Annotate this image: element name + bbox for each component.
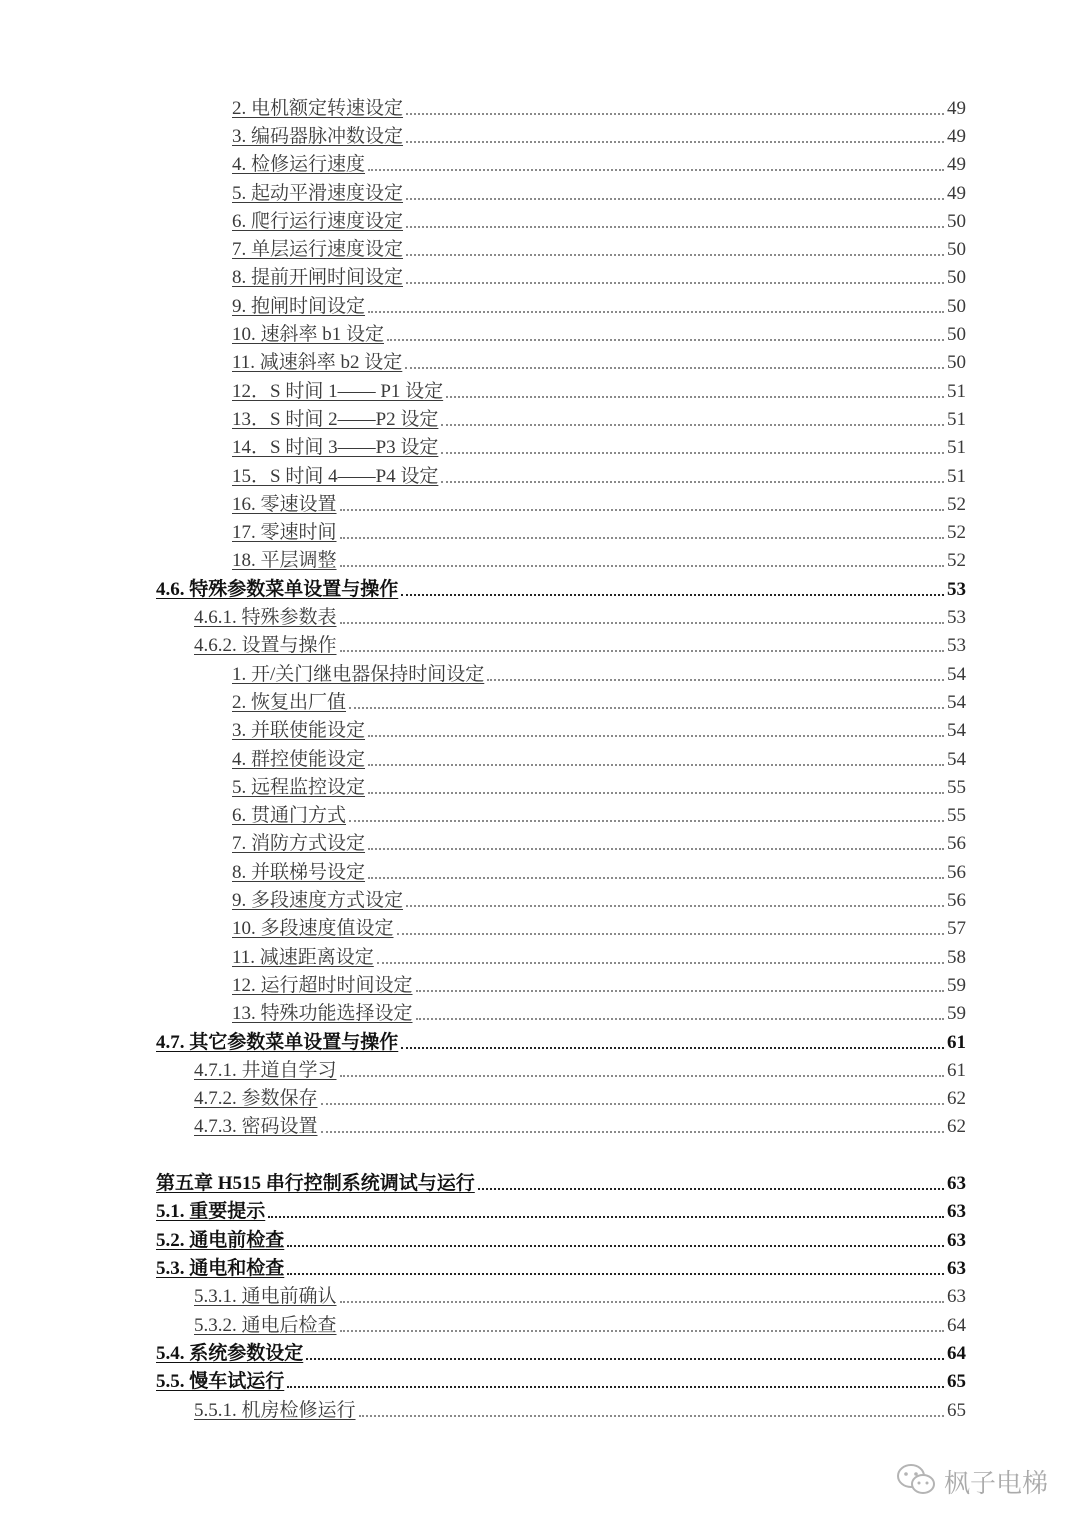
dot-leader <box>487 679 944 681</box>
toc-entry[interactable] <box>232 433 966 459</box>
dot-leader <box>406 282 944 284</box>
dot-leader <box>368 848 944 850</box>
toc-page-number: 57 <box>947 918 966 939</box>
dot-leader <box>441 481 944 483</box>
toc-entry[interactable] <box>232 94 966 120</box>
dot-leader <box>349 707 944 709</box>
toc-entry[interactable] <box>232 914 966 940</box>
toc-entry[interactable] <box>156 575 966 601</box>
toc-entry-title[interactable]: 5.3.1. 通电前确认 <box>194 1286 337 1307</box>
toc-entry[interactable] <box>232 292 966 318</box>
toc-page-number: 54 <box>947 720 966 741</box>
toc-page-number: 50 <box>947 239 966 260</box>
toc-entry-title[interactable]: 7. 消防方式设定 <box>232 833 366 854</box>
toc-entry[interactable] <box>232 490 966 516</box>
toc-entry-title[interactable]: 14．S 时间 3——P3 设定 <box>232 437 439 458</box>
toc-entry-title[interactable]: 8. 提前开闸时间设定 <box>232 267 404 288</box>
toc-entry-title[interactable]: 9. 多段速度方式设定 <box>232 890 404 911</box>
dot-leader <box>368 764 944 766</box>
toc-entry[interactable] <box>232 829 966 855</box>
toc-entry-title[interactable]: 3. 编码器脉冲数设定 <box>232 126 404 147</box>
dot-leader <box>368 169 944 171</box>
toc-entry-title[interactable]: 第五章 H515 串行控制系统调试与运行 <box>156 1173 475 1194</box>
toc-page-number: 58 <box>947 947 966 968</box>
dot-leader <box>406 113 944 115</box>
toc-page-number: 49 <box>947 126 966 147</box>
toc-entry-title[interactable]: 1. 开/关门继电器保持时间设定 <box>232 664 485 685</box>
toc-entry-title[interactable]: 2. 电机额定转速设定 <box>232 98 404 119</box>
toc-entry[interactable] <box>194 1396 966 1422</box>
toc-page-number: 51 <box>947 437 966 458</box>
toc-page-number: 51 <box>947 409 966 430</box>
watermark-text: 枫子电梯 <box>944 1469 1049 1499</box>
dot-leader <box>478 1188 944 1190</box>
toc-page-number: 59 <box>947 975 966 996</box>
toc-entry[interactable] <box>156 1169 966 1195</box>
toc-entry-title[interactable]: 5.1. 重要提示 <box>156 1201 266 1222</box>
dot-leader <box>416 1018 944 1020</box>
dot-leader <box>401 594 944 596</box>
toc-entry[interactable] <box>232 377 966 403</box>
toc-page-number: 63 <box>947 1230 966 1251</box>
toc-page-number: 59 <box>947 1003 966 1024</box>
toc-page-number: 61 <box>947 1032 966 1053</box>
toc-entry-title[interactable]: 5. 起动平滑速度设定 <box>232 183 404 204</box>
toc-entry[interactable] <box>232 518 966 544</box>
dot-leader <box>397 933 944 935</box>
dot-leader <box>321 1131 944 1133</box>
toc-entry[interactable] <box>232 999 966 1025</box>
toc-entry-title[interactable]: 5.3. 通电和检查 <box>156 1258 285 1279</box>
watermark <box>896 1462 1048 1501</box>
dot-leader <box>406 905 944 907</box>
toc-page-number: 63 <box>947 1286 966 1307</box>
toc-page-number: 51 <box>947 466 966 487</box>
toc-page-number: 65 <box>947 1371 966 1392</box>
toc-page-number: 52 <box>947 550 966 571</box>
dot-leader <box>406 254 944 256</box>
toc-entry[interactable] <box>232 263 966 289</box>
toc-page-number: 61 <box>947 1060 966 1081</box>
toc-entry-title[interactable]: 5.2. 通电前检查 <box>156 1230 285 1251</box>
toc-entry-title[interactable]: 8. 并联梯号设定 <box>232 862 366 883</box>
toc-entry[interactable] <box>194 1084 966 1110</box>
toc-entry-title[interactable]: 3. 并联使能设定 <box>232 720 366 741</box>
toc-entry-title[interactable]: 13. 特殊功能选择设定 <box>232 1003 413 1024</box>
toc-page-number: 62 <box>947 1116 966 1137</box>
toc-entry[interactable] <box>194 1282 966 1308</box>
toc-entry-title[interactable]: 11. 减速斜率 b2 设定 <box>232 352 403 373</box>
toc-entry[interactable] <box>232 716 966 742</box>
toc-entry-title[interactable]: 4.6.2. 设置与操作 <box>194 635 337 656</box>
dot-leader <box>340 565 944 567</box>
toc-entry-title[interactable]: 15．S 时间 4——P4 设定 <box>232 466 439 487</box>
toc-entry[interactable] <box>232 207 966 233</box>
dot-leader <box>287 1245 944 1247</box>
dot-leader <box>340 622 944 624</box>
toc-entry[interactable] <box>232 405 966 431</box>
toc-page-number: 49 <box>947 154 966 175</box>
dot-leader <box>268 1216 944 1218</box>
toc-page-number: 50 <box>947 267 966 288</box>
toc-entry[interactable] <box>232 546 966 572</box>
dot-leader <box>406 226 944 228</box>
toc-page-number: 50 <box>947 296 966 317</box>
toc-page-number: 54 <box>947 664 966 685</box>
toc-entry-title[interactable]: 5.3.2. 通电后检查 <box>194 1315 337 1336</box>
dot-leader <box>340 537 944 539</box>
toc-page-number: 50 <box>947 352 966 373</box>
toc-entry[interactable] <box>232 348 966 374</box>
toc-entry-title[interactable]: 4.6.1. 特殊参数表 <box>194 607 337 628</box>
toc-page-number: 56 <box>947 833 966 854</box>
toc-page-number: 62 <box>947 1088 966 1109</box>
toc-entry[interactable] <box>232 858 966 884</box>
toc-entry-title[interactable]: 10. 速斜率 b1 设定 <box>232 324 385 345</box>
toc-page-number: 50 <box>947 211 966 232</box>
toc-entry[interactable] <box>232 943 966 969</box>
toc-entry-title[interactable]: 11. 减速距离设定 <box>232 947 374 968</box>
toc-entry-title[interactable]: 18. 平层调整 <box>232 550 337 571</box>
dot-leader <box>441 452 944 454</box>
dot-leader <box>406 141 944 143</box>
dot-leader <box>349 820 944 822</box>
toc-page-number: 53 <box>947 635 966 656</box>
toc-page-number: 52 <box>947 494 966 515</box>
toc-entry-title[interactable]: 5.4. 系统参数设定 <box>156 1343 304 1364</box>
dot-leader <box>368 792 944 794</box>
toc-entry-title[interactable]: 12. 运行超时时间设定 <box>232 975 413 996</box>
toc-entry[interactable] <box>156 1367 966 1393</box>
dot-leader <box>340 509 944 511</box>
dot-leader <box>340 1330 944 1332</box>
toc-page-number: 50 <box>947 324 966 345</box>
toc-entry-title[interactable]: 4.7. 其它参数菜单设置与操作 <box>156 1032 399 1053</box>
toc-entry-title[interactable]: 2. 恢复出厂值 <box>232 692 347 713</box>
toc-page-number: 65 <box>947 1400 966 1421</box>
toc-entry[interactable] <box>232 122 966 148</box>
toc-entry[interactable] <box>232 971 966 997</box>
toc-page-number: 63 <box>947 1258 966 1279</box>
toc-entry[interactable] <box>232 801 966 827</box>
toc-page-number: 54 <box>947 692 966 713</box>
dot-leader <box>340 1301 944 1303</box>
toc-entry-title[interactable]: 12．S 时间 1—— P1 设定 <box>232 381 444 402</box>
toc-entry-title[interactable]: 4.7.2. 参数保存 <box>194 1088 318 1109</box>
toc-entry[interactable] <box>156 1197 966 1223</box>
toc-entry[interactable] <box>194 1311 966 1337</box>
toc-page-number: 55 <box>947 805 966 826</box>
dot-leader <box>446 396 944 398</box>
toc-entry-title[interactable]: 4.6. 特殊参数菜单设置与操作 <box>156 579 399 600</box>
toc-page-number: 53 <box>947 607 966 628</box>
toc-page-number: 55 <box>947 777 966 798</box>
toc-entry[interactable] <box>232 886 966 912</box>
toc-entry[interactable] <box>156 1339 966 1365</box>
toc-entry-title[interactable]: 5. 远程监控设定 <box>232 777 366 798</box>
toc-entry[interactable] <box>232 235 966 261</box>
toc-entry[interactable] <box>194 1112 966 1138</box>
toc-entry-title[interactable]: 17. 零速时间 <box>232 522 337 543</box>
toc-page-number: 51 <box>947 381 966 402</box>
toc-page-number: 64 <box>947 1343 966 1364</box>
toc-entry-title[interactable]: 4. 检修运行速度 <box>232 154 366 175</box>
toc-page-number: 49 <box>947 98 966 119</box>
toc-entry-title[interactable]: 7. 单层运行速度设定 <box>232 239 404 260</box>
toc-entry-title[interactable]: 4. 群控使能设定 <box>232 749 366 770</box>
toc-entry[interactable] <box>232 462 966 488</box>
dot-leader <box>387 339 944 341</box>
toc-entry-title[interactable]: 6. 爬行运行速度设定 <box>232 211 404 232</box>
dot-leader <box>401 1047 944 1049</box>
dot-leader <box>406 198 944 200</box>
dot-leader <box>287 1273 944 1275</box>
dot-leader <box>441 424 944 426</box>
toc-entry[interactable] <box>194 1056 966 1082</box>
toc-entry[interactable] <box>156 1254 966 1280</box>
toc-entry-title[interactable]: 16. 零速设置 <box>232 494 337 515</box>
dot-leader <box>287 1386 944 1388</box>
toc-entry-title[interactable]: 4.7.3. 密码设置 <box>194 1116 318 1137</box>
toc-entry-title[interactable]: 6. 贯通门方式 <box>232 805 347 826</box>
dot-leader <box>368 311 944 313</box>
toc-entry-title[interactable]: 13．S 时间 2——P2 设定 <box>232 409 439 430</box>
toc-entry[interactable] <box>194 631 966 657</box>
dot-leader <box>359 1415 944 1417</box>
dot-leader <box>416 990 944 992</box>
dot-leader <box>306 1358 944 1360</box>
dot-leader <box>368 735 944 737</box>
dot-leader <box>377 962 944 964</box>
toc-entry[interactable] <box>232 660 966 686</box>
toc-entry-title[interactable]: 10. 多段速度值设定 <box>232 918 394 939</box>
toc-entry[interactable] <box>156 1226 966 1252</box>
wechat-icon <box>896 1462 936 1501</box>
toc-page-number: 64 <box>947 1315 966 1336</box>
toc-entry-title[interactable]: 4.7.1. 井道自学习 <box>194 1060 337 1081</box>
toc-page-number: 63 <box>947 1173 966 1194</box>
toc-entry[interactable] <box>194 603 966 629</box>
toc-entry[interactable] <box>232 150 966 176</box>
toc-entry-title[interactable]: 5.5.1. 机房检修运行 <box>194 1400 356 1421</box>
dot-leader <box>340 650 944 652</box>
toc-entry[interactable] <box>232 179 966 205</box>
toc-entry[interactable] <box>232 688 966 714</box>
toc-page-number: 53 <box>947 579 966 600</box>
toc-entry[interactable] <box>232 745 966 771</box>
toc-entry[interactable] <box>232 773 966 799</box>
toc-entry[interactable] <box>232 320 966 346</box>
toc-page-number: 52 <box>947 522 966 543</box>
toc-entry[interactable] <box>156 1028 966 1054</box>
toc-page-number: 56 <box>947 890 966 911</box>
toc-page-number: 56 <box>947 862 966 883</box>
toc-page-number: 49 <box>947 183 966 204</box>
dot-leader <box>405 367 944 369</box>
toc-page-number: 63 <box>947 1201 966 1222</box>
toc-page-number: 54 <box>947 749 966 770</box>
dot-leader <box>368 877 944 879</box>
dot-leader <box>321 1103 944 1105</box>
toc-entry-title[interactable]: 9. 抱闸时间设定 <box>232 296 366 317</box>
dot-leader <box>340 1075 944 1077</box>
toc-entry-title[interactable]: 5.5. 慢车试运行 <box>156 1371 285 1392</box>
